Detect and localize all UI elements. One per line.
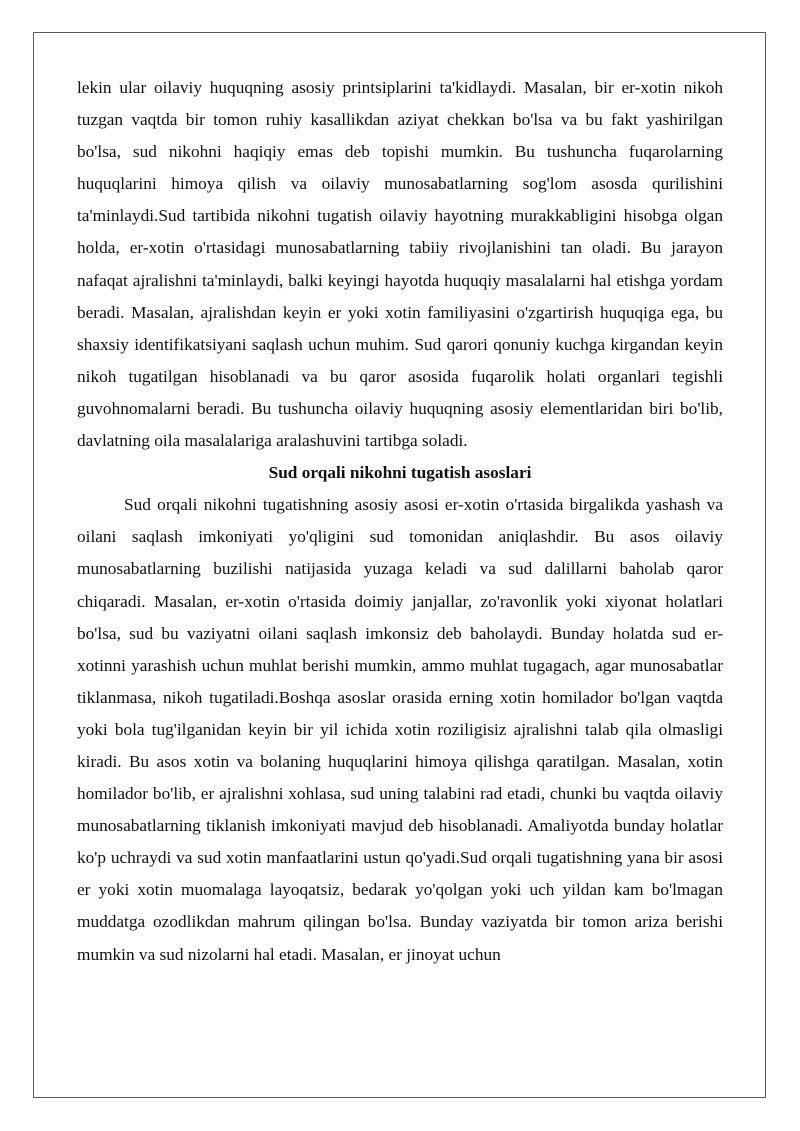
paragraph-grounds: Sud orqali nikohni tugatishning asosiy asosi er-xotin o'rtasida birgalikda yashash va oilani saqlash imkoniyati yo'qligini sud tomonidan aniqlashdir. Bu asos oilaviy munosabatlarning buzilishi natijasida yuzaga keladi va sud dalillarni baholab qaror chiqaradi. Masalan, er-xotin o'rtasida doimiy janjallar, zo'ravonlik yoki xiyonat holatlari bo'lsa, sud bu vaziyatni oilani saqlash imkonsiz deb baholaydi. Bunday holatda sud er-xotinni yarashish uchun muhlat berishi mumkin, ammo muhlat tugagach, agar munosabatlar tiklanmasa, nikoh tugatiladi.Boshqa asoslar orasida erning xotin homilador bo'lgan vaqtda yoki bola tug'ilganidan keyin bir yil ichida xotin roziligisiz ajralishni talab qila olmasligi kiradi. Bu asos xotin va bolaning huquqlarini himoya qilishga qaratilgan. Masalan, xotin homilador bo'lib, er ajralishni xohlasa, sud uning talabini rad etadi, chunki bu vaqtda oilaviy munosabatlarning tiklanish imkoniyati mavjud deb hisoblanadi. Amaliyotda bunday holatlar ko'p uchraydi va sud xotin manfaatlarini ustun qo'yadi.Sud orqali tugatishning yana bir asosi er yoki xotin muomalaga layoqatsiz, bedarak yo'qolgan yoki uch yildan kam bo'lmagan muddatga ozodlikdan mahrum qilingan bo'lsa. Bunday vaziyatda bir tomon ariza berishi mumkin va sud nizolarni hal etadi. Masalan, er jinoyat uchun bbox=[77, 495, 723, 964]
paragraph-continued: lekin ular oilaviy huquqning asosiy printsiplarini ta'kidlaydi. Masalan, bir er-xotin nikoh tuzgan vaqtda bir tomon ruhiy kasallikdan aziyat chekkan bo'lsa va bu fakt yashirilgan bo'lsa, sud nikohni haqiqiy emas deb topishi mumkin. Bu tushuncha fuqarolarning huquqlarini himoya qilish va oilaviy munosabatlarning sog'lom asosda qurilishini ta'minlaydi.Sud tartibida nikohni tugatish oilaviy hayotning murakkabligini hisobga olgan holda, er-xotin o'rtasidagi munosabatlarning tabiiy rivojlanishini tan oladi. Bu jarayon nafaqat ajralishni ta'minlaydi, balki keyingi hayotda huquqiy masalalarni hal etishga yordam beradi. Masalan, ajralishdan keyin er yoki xotin familiyasini o'zgartirish huquqiga ega, bu shaxsiy identifikatsiyani saqlash uchun muhim. Sud qarori qonuniy kuchga kirgandan keyin nikoh tugatilgan hisoblanadi va bu qaror asosida fuqarolik holati organlari tegishli guvohnomalarni beradi. Bu tushuncha oilaviy huquqning asosiy elementlaridan biri bo'lib, davlatning oila masalalariga aralashuvini tartibga soladi. bbox=[77, 78, 723, 451]
section-heading: Sud orqali nikohni tugatish asoslari bbox=[268, 463, 532, 483]
document-body bbox=[77, 72, 723, 971]
